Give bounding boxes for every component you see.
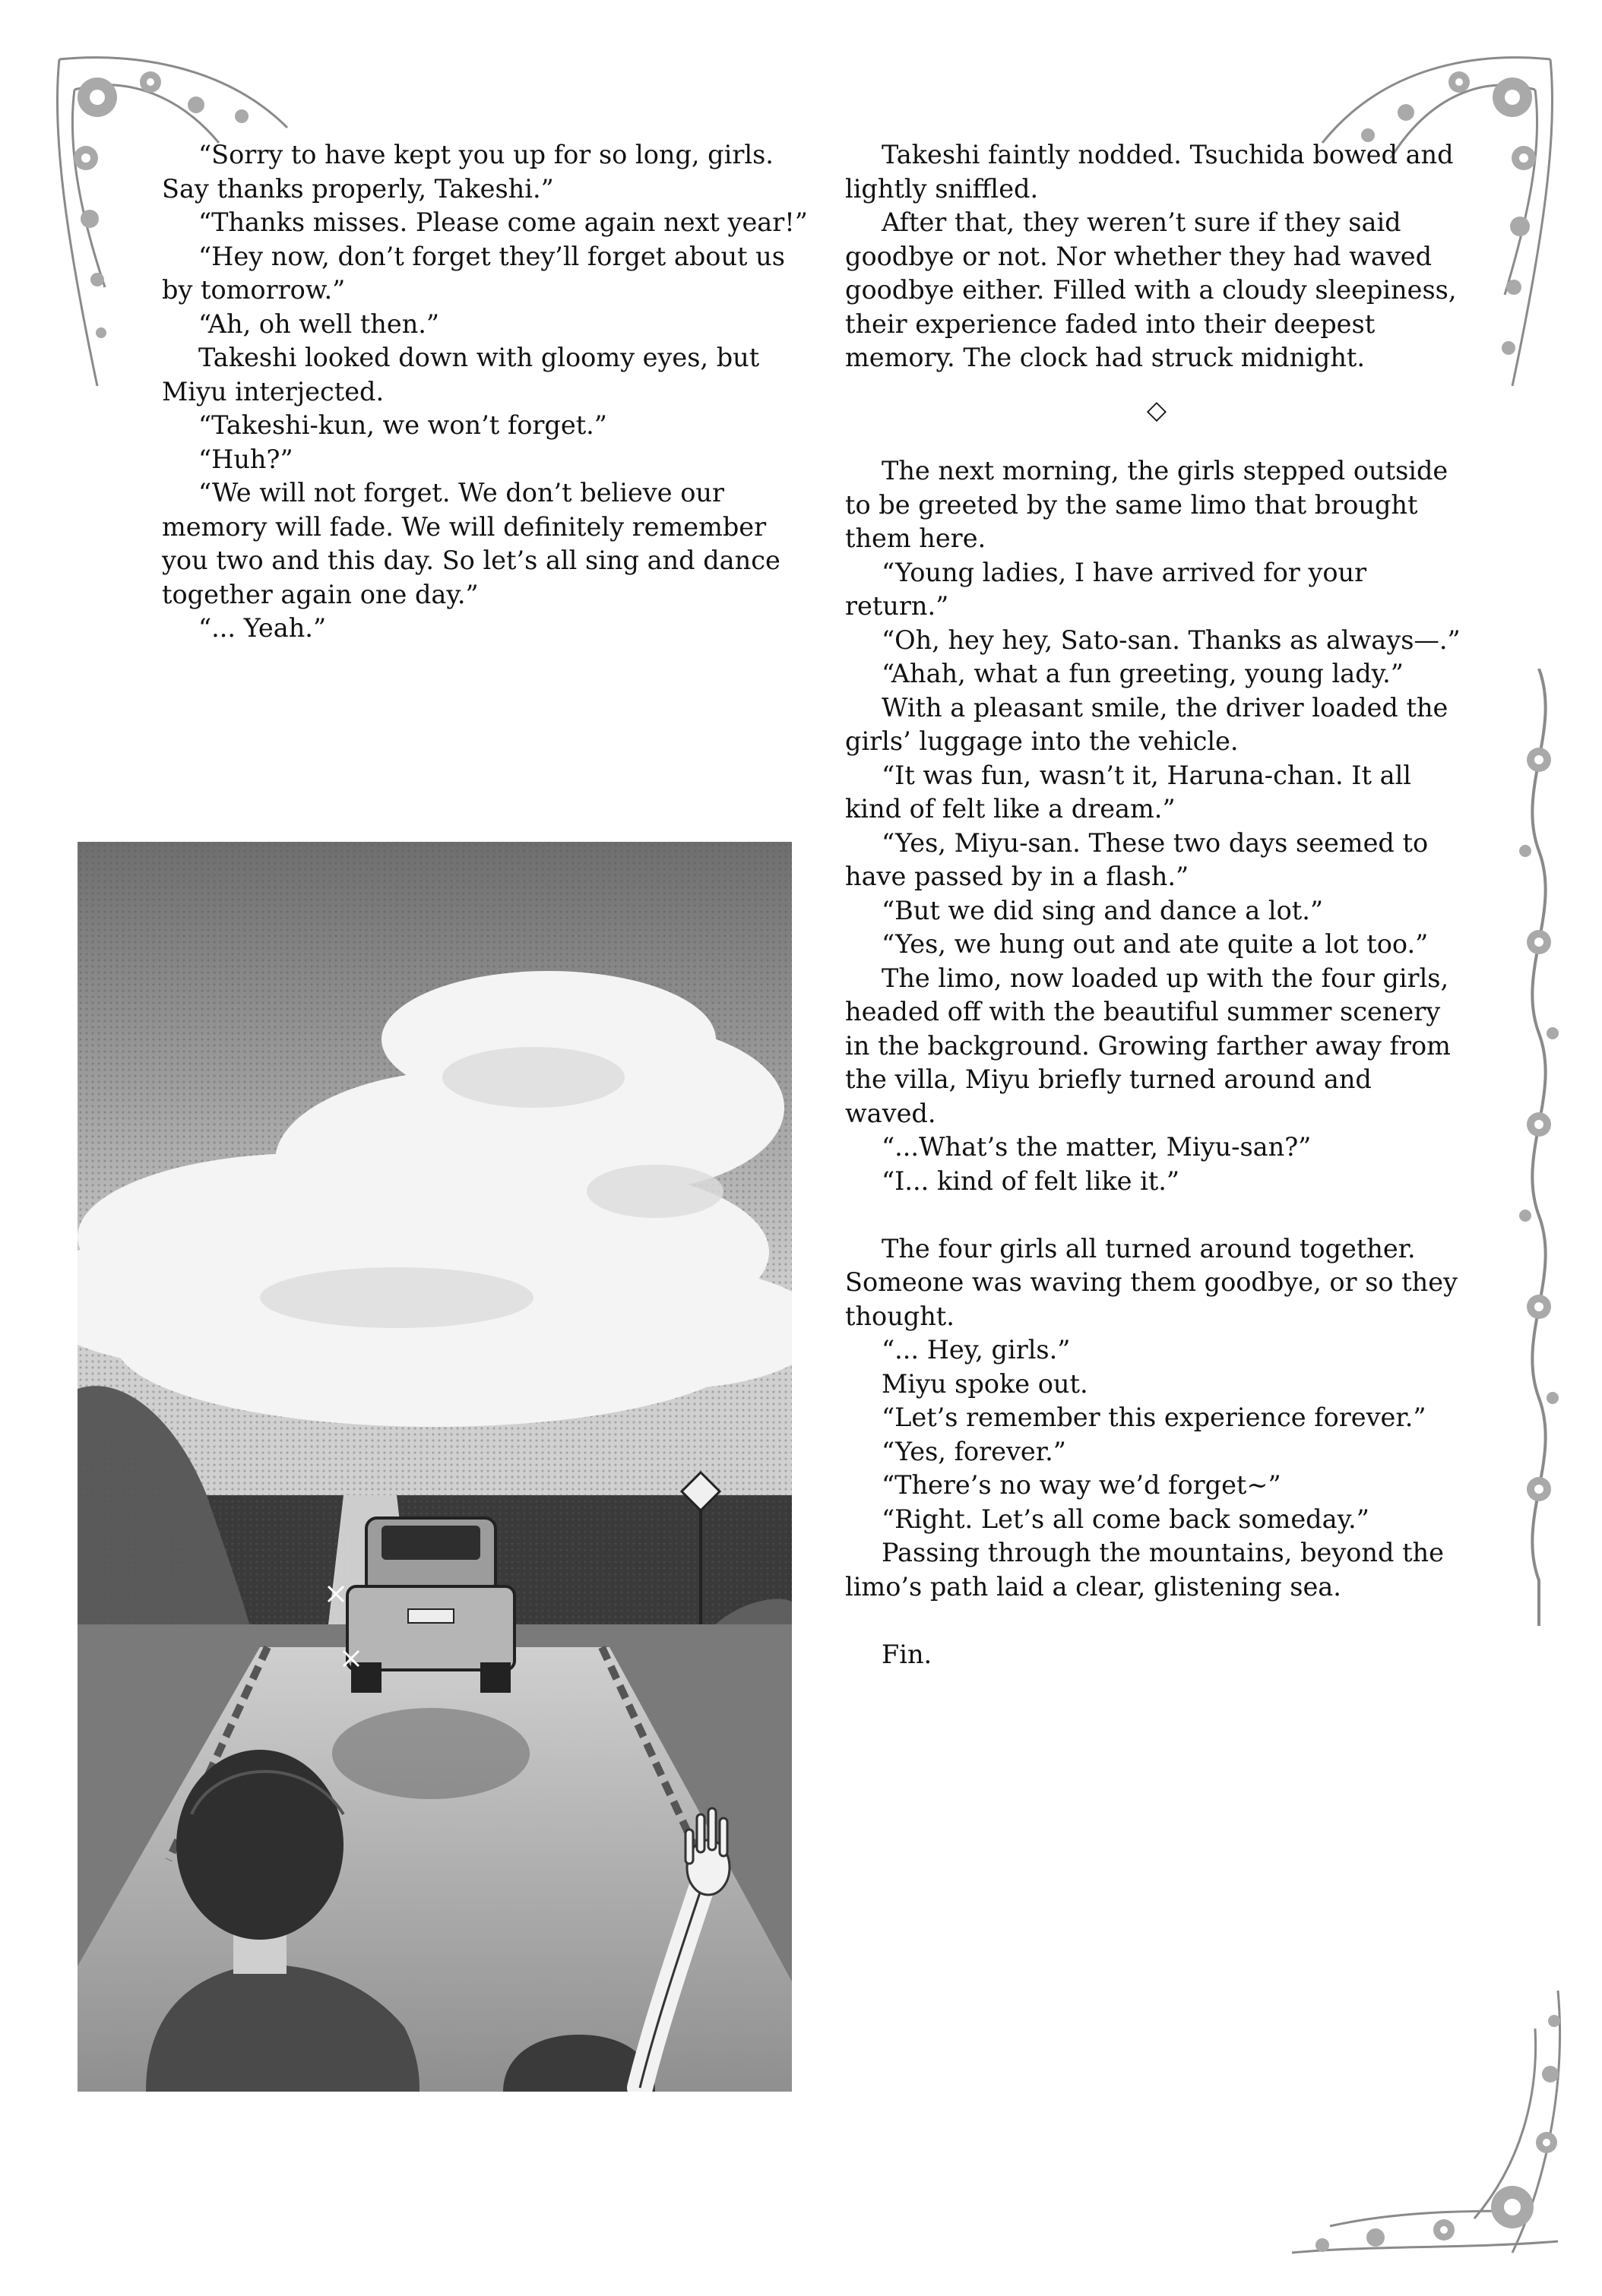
paragraph: “Right. Let’s all come back someday.” [882,1504,1369,1534]
paragraph: “Ah, oh well then.” [198,308,440,339]
paragraph: “Young ladies, I have arrived for your return.” [845,557,1367,621]
paragraph: “... Yeah.” [198,613,327,643]
paragraph: “Let’s remember this experience forever.” [882,1403,1426,1432]
paragraph: Takeshi looked down with gloomy eyes, but Miyu interjected. [162,343,760,406]
paragraph: The four girls all turned around together. Someone was waving them goodbye, or so they thought. [845,1233,1458,1331]
blank-line [845,1604,1468,1638]
section-divider: ◇ [1146,394,1167,425]
paragraph: “It was fun, wasn’t it, Haruna-chan. It all kind of felt like a dream.” [845,760,1412,824]
paragraph: “Hey now, don’t forget they’ll forget about us by tomorrow.” [162,241,785,305]
paragraph: “Yes, forever.” [882,1436,1066,1466]
paragraph: “Sorry to have kept you up for so long, girls. Say thanks properly, Takeshi.” [162,140,774,204]
paragraph: “...What’s the matter, Miyu-san?” [882,1132,1312,1162]
paragraph: “There’s no way we’d forget~” [882,1470,1281,1500]
bottom-right-floral-ornament [1284,1983,1573,2264]
paragraph: The limo, now loaded up with the four girls, headed off with the beautiful summer scenery in the background. Growing farther away from the villa, Miyu briefly turned around and waved. [845,963,1451,1128]
right-border-floral-ornament [1509,669,1569,1626]
left-text-column [162,138,817,646]
paragraph: Passing through the mountains, beyond the limo’s path laid a clear, glistening sea. [845,1538,1444,1602]
paragraph: “Thanks misses. Please come again next year!” [198,207,808,237]
ending-text: Fin. [882,1639,932,1669]
paragraph: “I... kind of felt like it.” [882,1165,1180,1196]
paragraph: “Oh, hey hey, Sato-san. Thanks as always—.” [882,625,1461,655]
paragraph: “Yes, we hung out and ate quite a lot too.” [882,929,1429,959]
paragraph: “We will not forget. We don’t believe our memory will fade. We will definitely remember you two and this day. So let’s all sing and dance together again one day.” [162,478,780,609]
paragraph: The next morning, the girls stepped outside to be greeted by the same limo that brought them here. [845,456,1448,553]
manga-illustration-limo-road-sea [78,842,792,2092]
paragraph: “Yes, Miyu-san. These two days seemed to have passed by in a flash.” [845,827,1429,891]
paragraph: Takeshi faintly nodded. Tsuchida bowed and lightly sniffled. [845,140,1454,204]
blank-line [845,1198,1468,1232]
paragraph: With a pleasant smile, the driver loaded the girls’ luggage into the vehicle. [845,692,1448,756]
paragraph: “... Hey, girls.” [882,1335,1071,1365]
paragraph: “Ahah, what a fun greeting, young lady.” [882,659,1404,688]
paragraph: “Takeshi-kun, we won’t forget.” [198,410,607,440]
paragraph: “But we did sing and dance a lot.” [882,895,1324,925]
right-text-column [845,138,1468,1671]
paragraph: Miyu spoke out. [882,1368,1088,1399]
paragraph: “Huh?” [198,444,293,474]
paragraph: After that, they weren’t sure if they said goodbye or not. Nor whether they had waved goodbye either. Filled with a cloudy sleepiness, their experience faded into their deepest memory. The clock had struck midnight. [845,207,1457,372]
